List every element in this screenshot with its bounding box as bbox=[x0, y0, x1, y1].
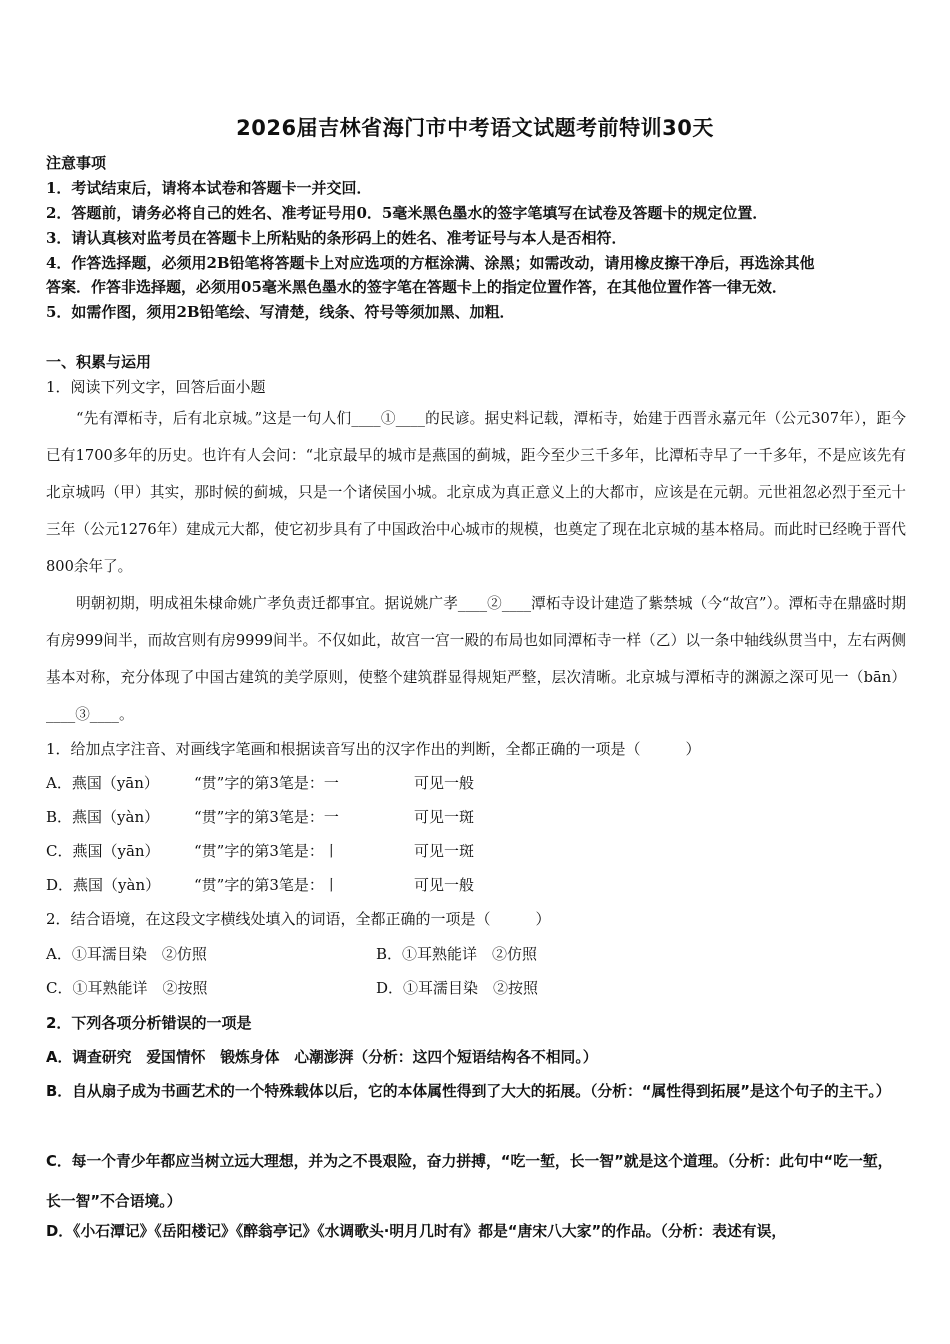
notice-heading: 注意事项 bbox=[46, 154, 107, 172]
choice-option-row bbox=[46, 977, 538, 998]
sub-question-stem: 2．结合语境，在这段文字横线处填入的词语，全都正确的一项是（ ） bbox=[46, 910, 551, 928]
option-pinyin: A．燕国（yān） bbox=[46, 774, 159, 792]
passage-text: “先有潭柘寺，后有北京城。”这是一句人们____①____的民谚。据史料记载，潭柘寺，始建于西晋永嘉元年（公元307年），距今已有1700多年的历史。也许有人会问：“北京最早的城市是燕国的蓟城，距今至少三千多年，比潭柘寺早了一千多年，不是应该先有北京城吗（甲）其实，那时候的蓟城，只是一个诸侯国小城。北京成为真正意义上的大都市，应该是在元朝。元世祖忽必烈于至元十三年（公元1276年）建成元大都，使它初步具有了中国政治中心城市的规模，也奠定了现在北京城的基本格局。而此时已经晚于晋代800余年了。 bbox=[46, 410, 906, 575]
option-word: 可见一般 bbox=[414, 876, 475, 894]
sub-question-stem: 1．给加点字注音、对画线字笔画和根据读音写出的汉字作出的判断，全都正确的一项是（ ） bbox=[46, 740, 701, 758]
choice-option bbox=[46, 772, 474, 793]
option-word: 可见一斑 bbox=[414, 808, 475, 826]
question-stem: 2．下列各项分析错误的一项是 bbox=[46, 1014, 252, 1032]
option-stroke: “贯”字的第3笔是：一 bbox=[194, 808, 339, 826]
notice-item: 5．如需作图，须用2B铅笔绘、写清楚，线条、符号等须加黑、加粗． bbox=[46, 303, 515, 321]
notice-item: 2．答题前，请务必将自己的姓名、准考证号用0．5毫米黑色墨水的签字笔填写在试卷及答题卡的规定位置． bbox=[46, 204, 768, 222]
option-pinyin: C．燕国（yān） bbox=[46, 842, 160, 860]
option-pinyin: D．燕国（yàn） bbox=[46, 876, 161, 894]
choice-option: D．①耳濡目染 ②按照 bbox=[376, 979, 539, 997]
choice-option: C．每一个青少年都应当树立远大理想，并为之不畏艰险，奋力拼搏，“吃一堑，长一智”就是这个道理。（分析：此句中“吃一堑，长一智”不合语境。） bbox=[46, 1153, 893, 1210]
option-pinyin: B．燕国（yàn） bbox=[46, 808, 160, 826]
option-stroke: “贯”字的第3笔是：一 bbox=[194, 774, 339, 792]
section-heading: 一、积累与运用 bbox=[46, 353, 152, 371]
reading-passage-paragraph bbox=[46, 585, 906, 733]
choice-option: D．《小石潭记》《岳阳楼记》《醉翁亭记》《水调歌头·明月几时有》都是“唐宋八大家”的作品。（分析：表述有误， bbox=[46, 1223, 787, 1240]
option-word: 可见一般 bbox=[414, 774, 475, 792]
choice-option bbox=[46, 874, 474, 895]
choice-option: A．①耳濡目染 ②仿照 bbox=[46, 945, 207, 963]
choice-option bbox=[46, 840, 474, 861]
passage-text: 明朝初期，明成祖朱棣命姚广孝负责迁都事宜。据说姚广孝____②____潭柘寺设计建造了紫禁城（今“故宫”）。潭柘寺在鼎盛时期有房999间半，而故宫则有房9999间半。不仅如此，故宫一宫一殿的布局也如同潭柘寺一样（乙）以一条中轴线纵贯当中，左右两侧基本对称，充分体现了中国古建筑的美学原则，使整个建筑群显得规矩严整，层次清晰。北京城与潭柘寺的渊源之深可见一（bān）____③____。 bbox=[46, 595, 906, 723]
notice-item: 4．作答选择题，必须用2B铅笔将答题卡上对应选项的方框涂满、涂黑；如需改动，请用橡皮擦干净后，再选涂其他 bbox=[46, 254, 815, 272]
choice-option bbox=[46, 806, 474, 827]
question-intro: 1．阅读下列文字，回答后面小题 bbox=[46, 378, 266, 396]
reading-passage-paragraph bbox=[46, 400, 906, 585]
notice-item: 1．考试结束后，请将本试卷和答题卡一并交回． bbox=[46, 179, 372, 197]
notice-item: 3．请认真核对监考员在答题卡上所粘贴的条形码上的姓名、准考证号与本人是否相符． bbox=[46, 229, 627, 247]
notice-item: 答案．作答非选择题，必须用05毫米黑色墨水的签字笔在答题卡上的指定位置作答，在其他位置作答一律无效． bbox=[46, 278, 787, 296]
page-title: 2026届吉林省海门市中考语文试题考前特训30天 bbox=[236, 116, 714, 140]
option-word: 可见一斑 bbox=[414, 842, 475, 860]
choice-option: A．调查研究 爱国情怀 锻炼身体 心潮澎湃（分析：这四个短语结构各不相同。） bbox=[46, 1049, 598, 1066]
choice-option: C．①耳熟能详 ②按照 bbox=[46, 979, 208, 997]
choice-option: B．自从扇子成为书画艺术的一个特殊载体以后，它的本体属性得到了大大的拓展。（分析：“属性得到拓展”是这个句子的主干。） bbox=[46, 1083, 891, 1100]
choice-option-row bbox=[46, 943, 537, 964]
option-stroke: “贯”字的第3笔是：丨 bbox=[194, 842, 339, 860]
option-stroke: “贯”字的第3笔是：丨 bbox=[194, 876, 339, 894]
choice-option: B．①耳熟能详 ②仿照 bbox=[376, 945, 538, 963]
